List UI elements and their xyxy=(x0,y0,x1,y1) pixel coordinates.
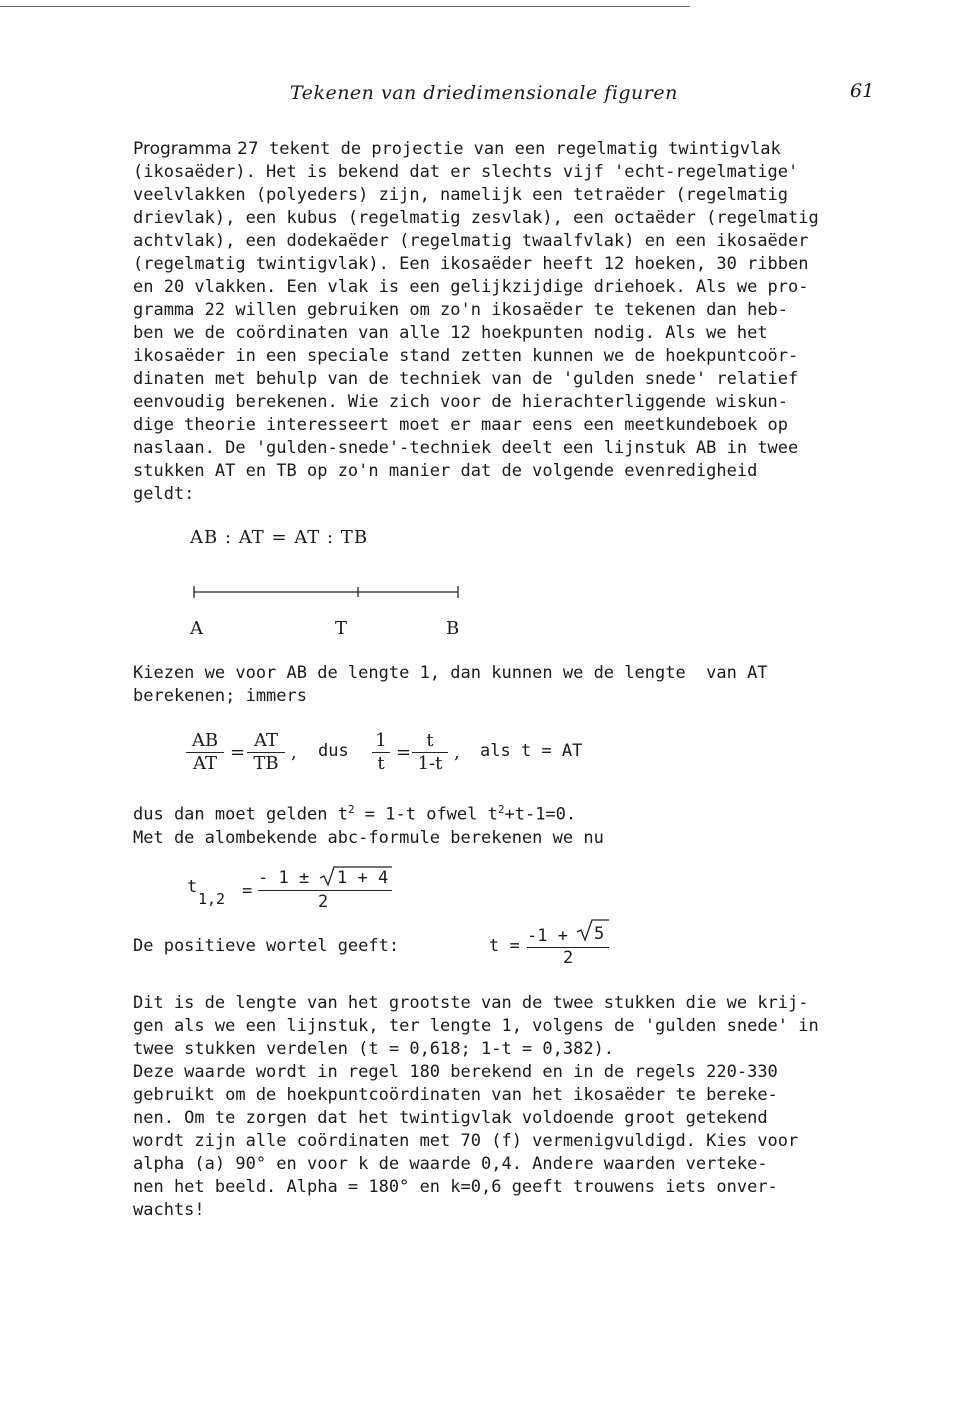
text-line-part: dus dan moet gelden t xyxy=(133,804,348,825)
text-line: dige theorie interesseert moet er maar eens een meetkundeboek op xyxy=(133,415,789,435)
text-line: tekent de projectie van een regelmatig twintigvlak xyxy=(258,139,781,159)
program-reference: Programma 27 xyxy=(133,139,259,159)
text-line: naslaan. De 'gulden-snede'-techniek deelt een lijnstuk AB in twee xyxy=(133,438,799,458)
text-line: Kiezen we voor AB de lengte 1, dan kunnen we de lengte van AT xyxy=(133,663,768,683)
denominator: t xyxy=(372,752,390,774)
text-line: alpha (a) 90° en voor k de waarde 0,4. Andere waarden verteke- xyxy=(133,1154,768,1174)
als-clause: als t = AT xyxy=(480,741,583,761)
formula-lhs: t = xyxy=(489,936,520,956)
numerator-prefix: -1 + xyxy=(527,926,579,946)
paragraph-length xyxy=(133,662,893,708)
formula-t: t xyxy=(187,877,198,897)
text-line: ikosaëder in een speciale stand zetten kunnen we de hoekpuntcoör- xyxy=(133,346,799,366)
equals-sign: = xyxy=(396,742,412,763)
numerator: 1 xyxy=(375,730,387,751)
text-line: en 20 vlakken. Een vlak is een gelijkzijdige driehoek. Als we pro- xyxy=(133,277,809,297)
running-header: Tekenen van driedimensionale figuren xyxy=(290,82,678,104)
paragraph-quadratic xyxy=(133,798,893,850)
denominator: 2 xyxy=(318,892,329,912)
fraction-1-t xyxy=(372,730,390,774)
label-t: T xyxy=(335,618,348,639)
text-line: wordt zijn alle coördinaten met 70 (f) vermenigvuldigd. Kies voor xyxy=(133,1131,799,1151)
text-line: gebruikt om de hoekpuntcoördinaten van het ikosaëder te bereke- xyxy=(133,1085,778,1105)
denominator: AT xyxy=(186,752,224,774)
proportion-equation: AB : AT = AT : TB xyxy=(190,527,369,548)
denominator: 1-t xyxy=(412,752,448,774)
text-line: ben we de coördinaten van alle 12 hoekpunten nodig. Als we het xyxy=(133,323,768,343)
text-line: gramma 22 willen gebruiken om zo'n ikosaëder te tekenen dan heb- xyxy=(133,300,789,320)
text-line: (regelmatig twintigvlak). Een ikosaëder heeft 12 hoeken, 30 ribben xyxy=(133,254,809,274)
radicand: 1 + 4 xyxy=(337,868,389,888)
text-line: berekenen; immers xyxy=(133,686,307,706)
text-line-part: +t-1=0. xyxy=(504,804,577,825)
numerator: AT xyxy=(253,730,279,751)
comma: , xyxy=(454,742,460,763)
text-line: wachts! xyxy=(133,1200,205,1220)
top-rule xyxy=(0,6,690,7)
text-line: veelvlakken (polyeders) zijn, namelijk een tetraëder (regelmatig xyxy=(133,185,789,205)
numerator: t xyxy=(426,730,434,751)
text-line: eenvoudig berekenen. Wie zich voor de hierachterliggende wiskun- xyxy=(133,392,789,412)
superscript: 2 xyxy=(497,803,505,816)
label-a: A xyxy=(190,618,203,639)
fraction-ab-at xyxy=(186,730,224,774)
line-segment-diagram xyxy=(190,582,470,606)
text-line: twee stukken verdelen (t = 0,618; 1-t = 0,382). xyxy=(133,1039,615,1059)
numerator: AB xyxy=(191,730,219,751)
text-line: drievlak), een kubus (regelmatig zesvlak), een octaëder (regelmatig xyxy=(133,208,819,228)
text-line-part: = 1-t ofwel t xyxy=(354,804,498,825)
fraction-at-tb xyxy=(247,730,285,774)
text-line: geldt: xyxy=(133,484,195,504)
equals-sign: = xyxy=(242,881,253,901)
text-line: Dit is de lengte van het grootste van de twee stukken die we krij- xyxy=(133,993,809,1013)
paragraph-intro xyxy=(133,138,893,506)
radicand: 5 xyxy=(594,924,605,944)
text-line: stukken AT en TB op zo'n manier dat de volgende evenredigheid xyxy=(133,461,758,481)
paragraph-conclusion xyxy=(133,992,893,1222)
fraction-bar xyxy=(258,890,392,891)
text-line: nen. Om te zorgen dat het twintigvlak voldoende groot getekend xyxy=(133,1108,768,1128)
label-b: B xyxy=(446,618,460,639)
formula-subscript: 1,2 xyxy=(198,890,226,908)
denominator: 2 xyxy=(563,948,574,968)
fraction-t-1-t xyxy=(412,730,448,774)
denominator: TB xyxy=(247,752,285,774)
positive-root-label: De positieve wortel geeft: xyxy=(133,936,400,956)
page-number: 61 xyxy=(850,80,875,102)
text-line: nen het beeld. Alpha = 180° en k=0,6 geeft trouwens iets onver- xyxy=(133,1177,778,1197)
dus-word: dus xyxy=(318,741,349,761)
comma: , xyxy=(291,742,297,763)
text-line: gen als we een lijnstuk, ter lengte 1, volgens de 'gulden snede' in xyxy=(133,1016,819,1036)
equals-sign: = xyxy=(230,742,246,763)
numerator-prefix: - 1 ± xyxy=(258,868,320,888)
text-line: (ikosaëder). Het is bekend dat er slechts vijf 'echt-regelmatige' xyxy=(133,162,799,182)
superscript: 2 xyxy=(347,803,355,816)
text-line: Met de alombekende abc-formule berekenen we nu xyxy=(133,827,604,848)
text-line: Deze waarde wordt in regel 180 berekend en in de regels 220-330 xyxy=(133,1062,778,1082)
text-line: dinaten met behulp van de techniek van de 'gulden snede' relatief xyxy=(133,369,799,389)
text-line: achtvlak), een dodekaëder (regelmatig twaalfvlak) en een ikosaëder xyxy=(133,231,809,251)
